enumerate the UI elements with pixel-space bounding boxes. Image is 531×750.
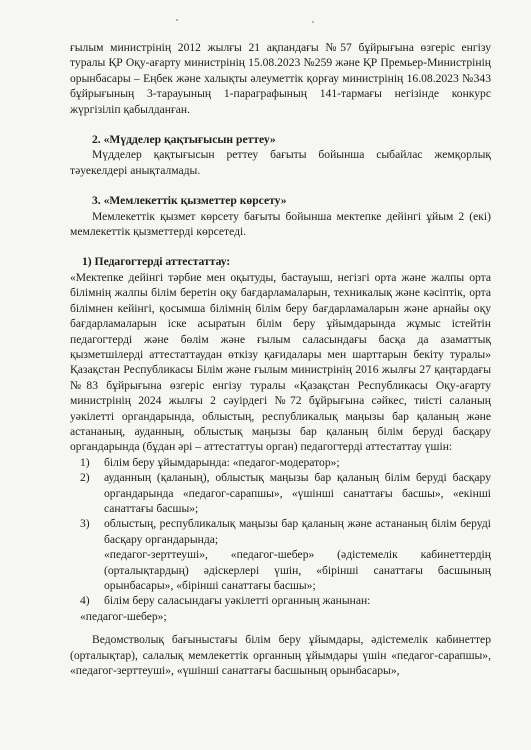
- section-2-text: Мүдделер қақтығысын реттеу бағыты бойынша сыбайлас жемқорлық тәуекелдері анықталмады.: [70, 148, 491, 177]
- list-item-text: ауданның (қаланың), облыстық маңызы бар қаланың білім беруді басқару органдарында «педагог-сарапшы», «үшінші санаттағы басшы», «екінші санаттағы басшы»;: [104, 471, 491, 515]
- list-item: [70, 455, 491, 470]
- scan-marks: [0, 0, 531, 30]
- list-item-number: 3): [80, 517, 90, 531]
- document-body: [70, 40, 491, 678]
- list-item-continuation: «педагог-шебер»;: [80, 609, 167, 623]
- section-3-text: Мемлекеттік қызмет көрсету бағыты бойынша мектепке дейінгі ұйым 2 (екі) мемлекеттік қызметтерді көрсетеді.: [70, 209, 491, 239]
- section-2-heading: 2. «Мүдделер қақтығысын реттеу»: [92, 133, 276, 147]
- subsection-1-heading: 1) Педагогтерді аттестаттау:: [82, 255, 231, 269]
- list-item-text: облыстың, республикалық маңызы бар қаланың және астананың білім беруді басқару органдарында;: [104, 517, 491, 546]
- list-item: [70, 470, 491, 516]
- list-item: [70, 593, 491, 624]
- closing-paragraph: Ведомстволық бағыныстағы білім беру ұйымдары, әдістемелік кабинеттер (орталықтар), салалық мемлекеттік органның ұйымдары үшін «педагог-сарапшы», «педагог-зерттеуші», «үшінші санаттағы басшының орынбасары»,: [70, 633, 491, 678]
- list-item-number: 2): [80, 471, 90, 485]
- list-item-text: білім беру ұйымдарында: «педагог-модератор»;: [104, 455, 340, 469]
- list-item: [70, 516, 491, 593]
- subsection-1-text: «Мектепке дейінгі тәрбие мен оқытуды, бастауыш, негізгі орта және жалпы орта білімнің жалпы білім беретін оқу бағдарламаларын, техникалық және кәсіптік, орта білімнен кейінгі, қосымша білімнің білім беру бағдарламаларын және арнайы оқу бағдарламаларын іске асыратын білім беру ұйымдарында жұмыс істейтін педагогтерді және бөлім және ғылым саласындағы басқа да азаматтық қызметшілерді аттестаттаудан өткізу қағидалары мен шарттарын бекіту туралы» Қазақстан Республикасы Білім және ғылым министрінің 2016 жылғы 27 қаңтардағы №83 бұйрығына өзгеріс енгізу туралы «Қазақстан Республикасы Оқу-ағарту министрінің 2024 жылғы 2 сәуірдегі №72 бұйрығына сәйкес, тиісті саланың уәкілетті органдарында, облыстың, республикалық маңызы бар қаланың және астананың, ауданның, облыстық маңызы бар қаланың білім беруді басқару органдарында (бұдан әрі – аттестаттуы орган) педагогтерді аттестаттау үшін:: [70, 270, 491, 454]
- list-item-continuation: «педагог-зерттеуші», «педагог-шебер» (әдістемелік кабинеттердің (орталықтардың) әдіскерлері үшін, «бірінші санаттағы басшының орынбасары», «бірінші санаттағы басшы»;: [104, 548, 491, 592]
- list-item-text: білім беру саласындағы уәкілетті органның жанынан:: [104, 594, 371, 608]
- attestation-list: [70, 455, 491, 624]
- list-item-number: 1): [80, 455, 90, 469]
- intro-paragraph: ғылым министрінің 2012 жылғы 21 ақпандағы №57 бұйрығына өзгеріс енгізу туралы ҚР Оқу-ағарту министрінің 15.08.2023 №259 және ҚР Премьер-Министрінің орынбасары – Еңбек және халықты әлеуметтік қорғау министрінің 16.08.2023 №343 бұйрығының 3-тарауының 1-параграфының 141-тармағы негізінде конкурс жүргізіліп қабылданған.: [70, 41, 491, 116]
- section-3-heading: 3. «Мемлекеттік қызметтер көрсету»: [92, 194, 287, 208]
- list-item-number: 4): [80, 594, 90, 608]
